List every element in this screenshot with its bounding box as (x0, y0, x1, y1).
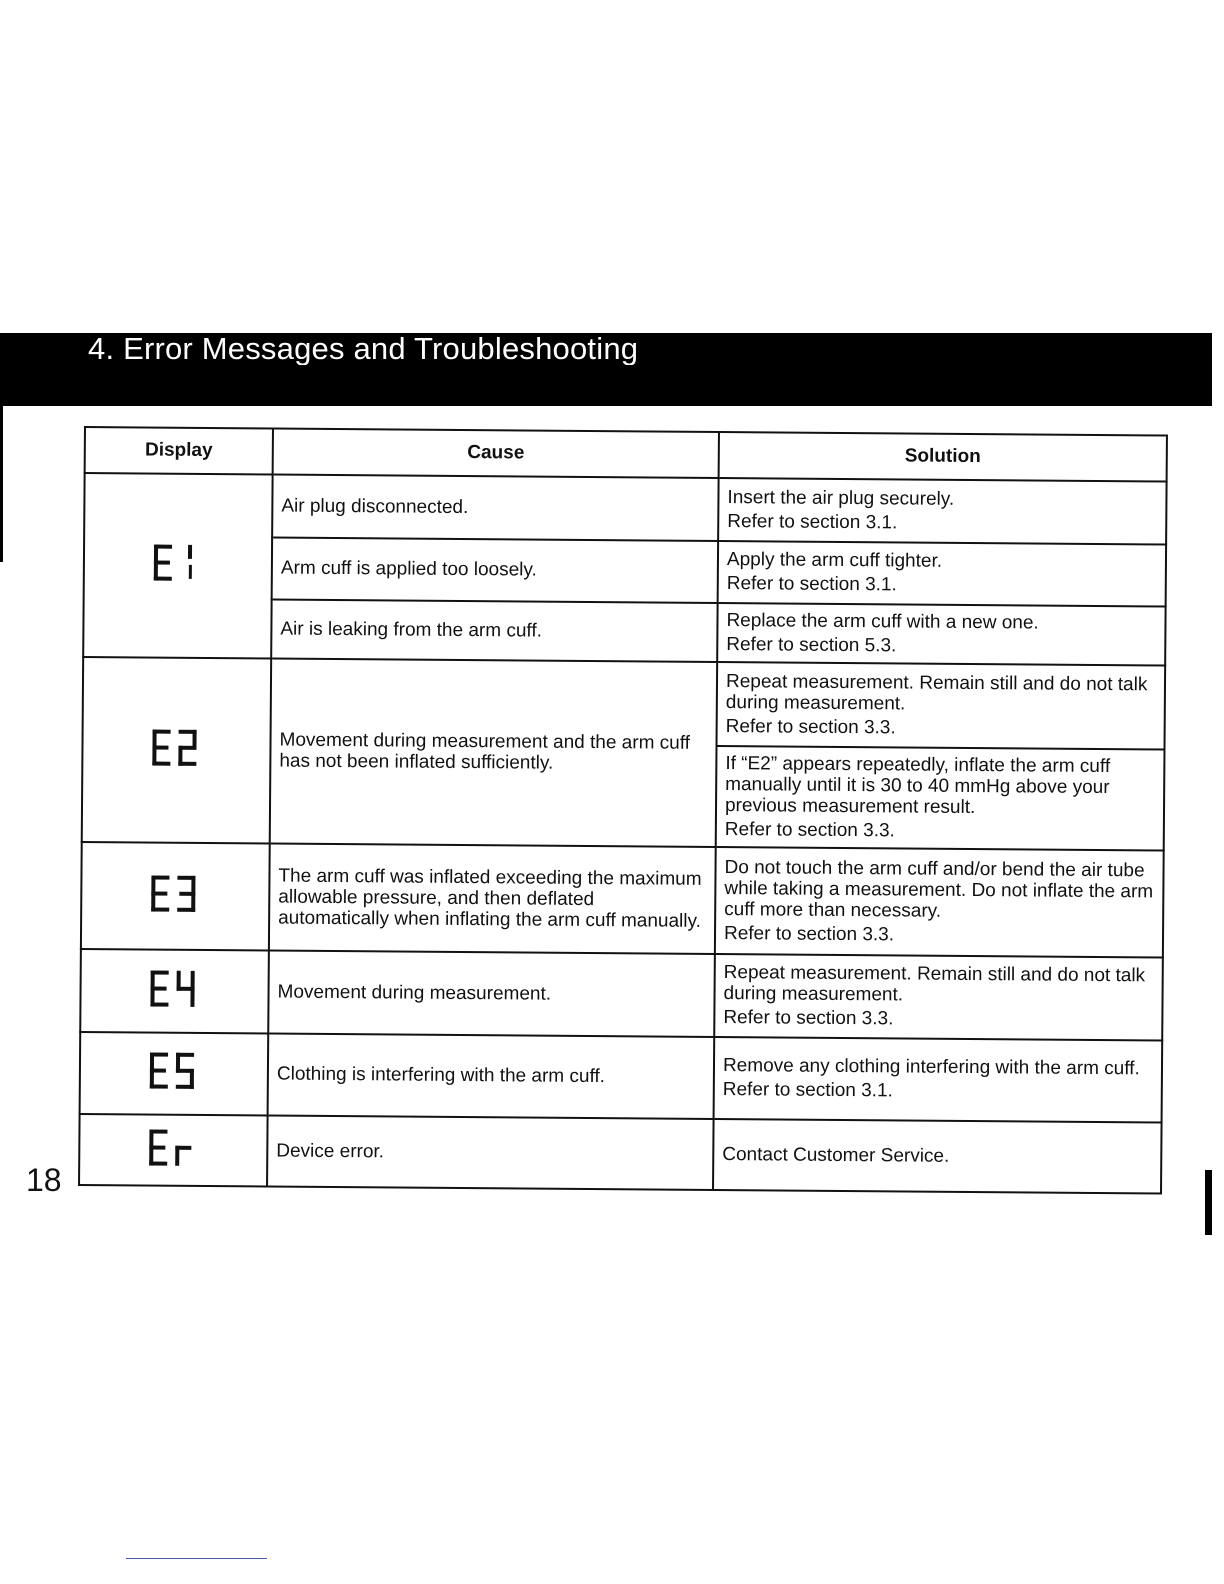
solution-text: Contact Customer Service. (722, 1144, 950, 1167)
solution-text: If “E2” appears repeatedly, inflate the arm cuff manually until it is 30 to 40 mmHg above your previous measurement result. (724, 753, 1111, 819)
display-code-e1 (83, 473, 272, 658)
page-number: 18 (26, 1162, 62, 1198)
solution-cell (716, 746, 1165, 850)
cause-cell: Movement during measurement and the arm cuff has not been inflated sufficiently. (270, 658, 717, 847)
table-row (80, 1032, 1163, 1123)
solution-reference: Refer to section 3.1. (726, 573, 897, 596)
solution-cell (715, 847, 1164, 957)
display-code-e3 (81, 842, 270, 950)
solution-text: Remove any clothing interfering with the arm cuff. (722, 1055, 1140, 1080)
cause-cell: Arm cuff is applied too loosely. (272, 537, 718, 603)
display-code-e4 (80, 949, 269, 1033)
solution-text: Apply the arm cuff tighter. (726, 549, 943, 573)
solution-reference: Refer to section 3.3. (723, 923, 895, 946)
cause-cell: Air is leaking from the arm cuff. (271, 600, 717, 662)
table-row (81, 842, 1164, 957)
table-row (80, 949, 1163, 1040)
solution-cell (717, 661, 1166, 749)
solution-text: Repeat measurement. Remain still and do not talk during measurement. (725, 670, 1148, 715)
solution-text: Do not touch the arm cuff and/or bend the air tube while taking a measurement. Do not inflate the arm cuff more than necessary. (724, 857, 1154, 922)
header-solution: Solution (719, 432, 1167, 482)
solution-text: Insert the air plug securely. (727, 486, 955, 510)
lcd-e4-icon (144, 966, 204, 1010)
solution-reference: Refer to section 3.1. (727, 510, 898, 534)
solution-cell (713, 1119, 1162, 1193)
solution-text: Repeat measurement. Remain still and do not talk during measurement. (723, 962, 1146, 1006)
header-display: Display (85, 427, 273, 474)
solution-cell (714, 954, 1163, 1040)
footnote-rule (126, 1558, 267, 1559)
solution-reference: Refer to section 3.3. (723, 1007, 894, 1030)
section-header-bar (0, 333, 1212, 406)
error-table (78, 426, 1168, 1194)
cause-cell: Device error. (267, 1116, 714, 1190)
cause-cell: Air plug disconnected. (272, 474, 718, 540)
solution-reference: Refer to section 3.3. (724, 819, 895, 842)
section-title: 4. Error Messages and Troubleshooting (88, 333, 639, 365)
table-row (83, 657, 1166, 750)
solution-cell (718, 478, 1166, 544)
left-margin-rule (0, 406, 3, 562)
display-code-er (79, 1114, 268, 1186)
solution-reference: Refer to section 5.3. (726, 633, 897, 657)
solution-text: Replace the arm cuff with a new one. (726, 609, 1039, 634)
cause-cell: The arm cuff was inflated exceeding the maximum allowable pressure, and then deflated automatically when inflating the arm cuff manually. (269, 844, 716, 954)
display-code-e2 (82, 657, 271, 844)
solution-reference: Refer to section 3.3. (725, 715, 896, 739)
table-row (79, 1114, 1162, 1193)
lcd-e3-icon (145, 871, 205, 915)
header-cause: Cause (273, 428, 719, 478)
cause-cell: Movement during measurement. (268, 950, 715, 1036)
right-margin-rule (1205, 1170, 1212, 1235)
lcd-e2-icon (146, 725, 206, 769)
cause-cell: Clothing is interfering with the arm cuff. (268, 1033, 715, 1119)
solution-cell (718, 540, 1166, 606)
solution-reference: Refer to section 3.1. (722, 1079, 893, 1102)
table-row (84, 473, 1166, 544)
lcd-e1-icon (148, 541, 208, 585)
display-code-e5 (80, 1032, 269, 1116)
lcd-er-icon (143, 1126, 203, 1170)
solution-cell (714, 1037, 1163, 1123)
lcd-e5-icon (144, 1049, 204, 1093)
solution-cell (717, 603, 1165, 665)
